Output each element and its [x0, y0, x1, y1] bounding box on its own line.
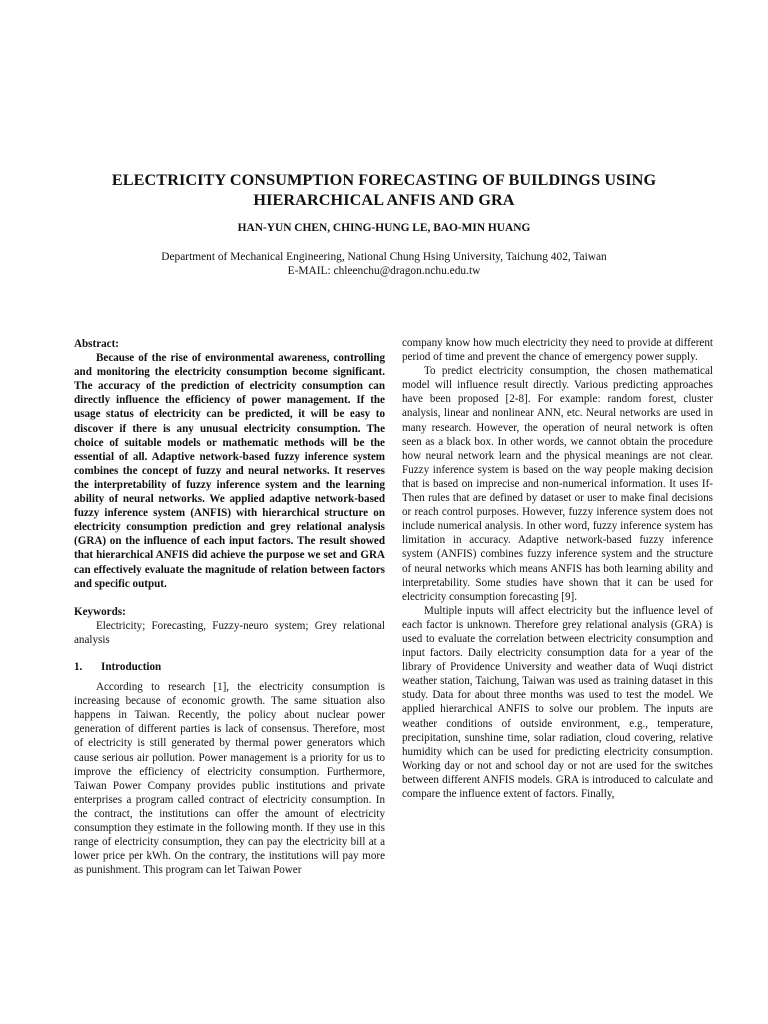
intro-paragraph-3: Multiple inputs will affect electricity but the influence level of each factor is unknown. Therefore grey relational analysis (GRA) is used to evaluate the correlation between electricity consumption and input factors. Daily electricity consumption data for a year of the library of Providence University and weather data of Wuqi district weather station, Taichung, Taiwan was used as training dataset in this study. Data for about three months was used to test the model. We applied hierarchical ANFIS to solve our problem. The inputs are weather conditions of outside environment, e.g., temperature, precipitation, sunshine time, solar radiation, cloud covering, relative humidity which can be used for predicting electricity consumption. Working day or not and school day or not are used for the switches between different ANFIS models. GRA is introduced to calculate and compare the influence extent of factors. Finally,: [402, 604, 713, 800]
abstract-text: Because of the rise of environmental awareness, controlling and monitoring the electricity consumption become significant. The accuracy of the prediction of electricity consumption can directly influence the efficiency of power management. If the usage status of electricity can be predicted, it will be easy to discover if there is any unusual electricity consumption. The choice of suitable models or mathematic methods will be the essential of all. Adaptive network-based fuzzy inference system combines the concept of fuzzy and neural networks. It reserves the interpretability of fuzzy inference system and the learning ability of neural networks. We applied adaptive network-based fuzzy inference system (ANFIS) with hierarchical structure on electricity consumption prediction and grey relational analysis (GRA) on the influence of each input factors. The result showed that hierarchical ANFIS did achieve the purpose we set and GRA can effectively evaluate the magnitude of relation between factors and specific output.: [74, 352, 385, 590]
intro-paragraph-2: To predict electricity consumption, the chosen mathematical model will influence result directly. Various predicting approaches have been proposed [2-8]. For example: random forest, cluster analysis, linear and nonlinear ANN, etc. Neural networks are used in many research. However, the operation of neural network is often seen as a black box. In other words, we cannot obtain the procedure how neural network learn and the physical meanings are not clear. Fuzzy inference system is based on the way people making decision that is based on imprecise and non-numerical information. It uses If-Then rules that are defined by dataset or user to make final decisions or reach control purposes. However, fuzzy inference system does not include numerical analysis. In other word, fuzzy inference system has limitation in accuracy. Adaptive network-based fuzzy inference system (ANFIS) combines fuzzy inference system and the structure of neural networks which means ANFIS has both learning ability and interpretability. Some studies have shown that it can be used for electricity consumption forecasting [9].: [402, 365, 713, 603]
section-heading-introduction: [74, 660, 385, 674]
intro-paragraph-1: According to research [1], the electricity consumption is increasing because of economic growth. The same situation also happens in Taiwan. Recently, the policy about nuclear power generation of different parties is lack of consensus. Therefore, most of electricity is still generated by thermal power generators which cause serious air pollution. Power management is a priority for us to improve the efficiency of electricity consumption. Furthermore, Taiwan Power Company provides public institutions and private enterprises a program called contract of electricity consumption. In the contract, the institutions can offer the amount of electricity consumption they estimate in the following month. If they use in this range of electricity consumption, they can pay the electricity bill at a lower price per kWh. On the contrary, the institutions will pay more as punishment. This program can let Taiwan Power: [74, 681, 385, 877]
intro-paragraph-1-continued: company know how much electricity they need to provide at different period of time and prevent the chance of emergency power supply.: [402, 337, 713, 364]
right-column: [402, 336, 713, 801]
keywords-text: Electricity; Forecasting, Fuzzy-neuro system; Grey relational analysis: [74, 619, 385, 646]
author-list: HAN-YUN CHEN, CHING-HUNG LE, BAO-MIN HUANG: [237, 222, 531, 234]
title-line-1: ELECTRICITY CONSUMPTION FORECASTING OF BUILDINGS USING: [111, 171, 657, 189]
email: E-MAIL: chleenchu@dragon.nchu.edu.tw: [287, 264, 481, 277]
section-title: Introduction: [101, 660, 162, 673]
left-column: [74, 337, 385, 877]
abstract-heading: Abstract:: [74, 338, 119, 350]
affiliation: Department of Mechanical Engineering, National Chung Hsing University, Taichung 402, Taiwan: [161, 251, 607, 263]
keywords-heading: Keywords:: [74, 605, 126, 618]
title-line-2: HIERARCHICAL ANFIS AND GRA: [253, 191, 515, 209]
paper-title: [60, 170, 708, 210]
affiliation-block: [60, 251, 708, 278]
section-number: 1.: [74, 660, 83, 673]
